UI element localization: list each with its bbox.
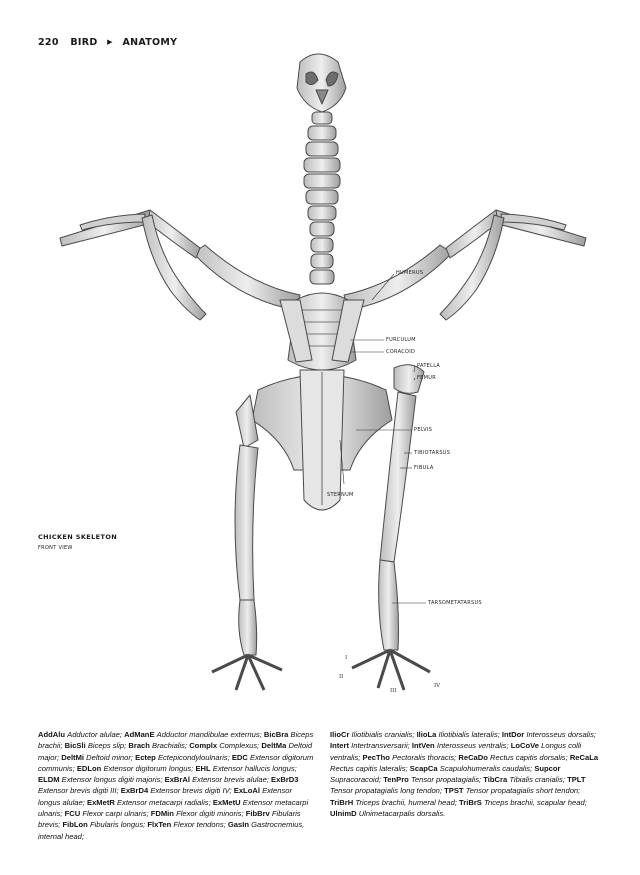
legend-abbreviation: AdManE bbox=[124, 730, 155, 739]
legend-abbreviation: UlnimD bbox=[330, 809, 357, 819]
legend-entry bbox=[38, 730, 124, 739]
figure-view: FRONT VIEW bbox=[38, 545, 73, 551]
legend-muscle-name: Rectus capitis dorsalis; bbox=[490, 752, 568, 762]
legend-entry bbox=[87, 798, 213, 807]
legend-abbreviation: FlxTen bbox=[147, 820, 172, 830]
legend-muscle-name: Ulnimetacarpalis dorsalis. bbox=[358, 809, 446, 819]
legend-column-2 bbox=[330, 729, 604, 819]
legend-abbreviation: DeltMi bbox=[61, 752, 85, 762]
legend-abbreviation: BicBra bbox=[263, 730, 289, 739]
legend-muscle-name: Extensor brevis digiti III; bbox=[38, 786, 119, 796]
legend-muscle-name: Iliotibialis lateralis; bbox=[438, 730, 500, 739]
label-humerus: HUMERUS bbox=[396, 270, 424, 276]
legend-entry bbox=[165, 775, 271, 784]
legend-muscle-name: Extensor longus alulae; bbox=[38, 786, 293, 807]
legend-muscle-name: Extensor brevis digiti IV; bbox=[150, 786, 232, 796]
legend-entry bbox=[410, 764, 535, 773]
legend-abbreviation: Intert bbox=[330, 741, 349, 751]
legend-abbreviation: TibCra bbox=[483, 775, 508, 785]
legend-entry bbox=[458, 753, 569, 762]
legend-entry bbox=[444, 786, 580, 795]
legend-muscle-name: Flexor carpi ulnaris; bbox=[82, 809, 149, 819]
legend-entry bbox=[330, 730, 417, 739]
legend-abbreviation: FibBrv bbox=[245, 809, 270, 819]
legend-abbreviation: FCU bbox=[64, 809, 81, 819]
label-patella: PATELLA bbox=[417, 363, 441, 369]
legend-muscle-name: Interosseus dorsalis; bbox=[526, 730, 596, 739]
legend-abbreviation: Complx bbox=[189, 741, 218, 751]
legend-muscle-name: Flexor digiti minoris; bbox=[176, 809, 244, 819]
legend-entry bbox=[151, 809, 246, 818]
neck-vertebrae bbox=[304, 112, 340, 284]
legend-abbreviation: ExBrAl bbox=[164, 775, 190, 785]
subsection-title: ANATOMY bbox=[122, 37, 178, 48]
legend-muscle-name: Adductor mandibulae externus; bbox=[156, 730, 262, 739]
left-leg bbox=[212, 395, 282, 690]
legend-entry bbox=[63, 820, 148, 829]
page-number: 220 bbox=[38, 37, 59, 48]
legend-entry bbox=[38, 775, 165, 784]
legend-abbreviation: TriBrH bbox=[330, 797, 354, 807]
legend-abbreviation: PecTho bbox=[362, 752, 390, 762]
legend-entry bbox=[61, 753, 135, 762]
legend-abbreviation: FDMin bbox=[150, 809, 174, 819]
legend-abbreviation: IlioLa bbox=[416, 730, 437, 739]
figure-title: CHICKEN SKELETON bbox=[38, 533, 118, 541]
label-pelvis: PELVIS bbox=[414, 427, 433, 433]
right-wing bbox=[344, 210, 586, 320]
legend-entry bbox=[195, 764, 296, 773]
legend-abbreviation: Supcor bbox=[534, 763, 561, 773]
legend-entry bbox=[121, 786, 234, 795]
label-furculum: FURCULUM bbox=[386, 337, 416, 343]
legend-abbreviation: ReCaDo bbox=[458, 752, 488, 762]
legend-entry bbox=[363, 753, 459, 762]
legend-abbreviation: IntVen bbox=[411, 741, 435, 751]
legend-entry bbox=[124, 730, 264, 739]
legend-muscle-name: Biceps brachii; bbox=[38, 730, 314, 751]
legend-entry bbox=[483, 775, 567, 784]
section-title: BIRD bbox=[70, 37, 98, 48]
legend-abbreviation: FibLon bbox=[62, 820, 88, 830]
legend-muscle-name: Tibialis cranialis; bbox=[509, 775, 565, 785]
legend-muscle-name: Tensor propatagialis long tendon; bbox=[330, 786, 443, 796]
digit-label-3: III bbox=[390, 688, 397, 694]
legend-abbreviation: ExLoAl bbox=[233, 786, 260, 796]
legend-abbreviation: AddAlu bbox=[38, 730, 65, 739]
legend-muscle-name: Iliotibialis cranialis; bbox=[351, 730, 415, 739]
legend-muscle-name: Rectus capitis lateralis; bbox=[330, 763, 408, 773]
legend-abbreviation: TriBrS bbox=[459, 797, 482, 807]
legend-abbreviation: TenPro bbox=[383, 775, 409, 785]
label-coracoid: CORACOID bbox=[386, 349, 416, 355]
digit-label-4: IV bbox=[434, 683, 441, 689]
legend-muscle-name: Extensor longus digiti majoris; bbox=[61, 775, 163, 785]
legend-abbreviation: Ectep bbox=[135, 752, 156, 762]
legend-muscle-name: Longus colli ventralis; bbox=[330, 741, 582, 762]
legend-muscle-name: Fibularis brevis; bbox=[38, 809, 301, 830]
legend-entry bbox=[412, 741, 511, 750]
label-fibula: FIBULA bbox=[414, 465, 434, 471]
legend-abbreviation: ExMetU bbox=[212, 797, 241, 807]
legend-entry bbox=[417, 730, 502, 739]
legend-column-1 bbox=[38, 729, 314, 842]
legend-muscle-name: Triceps brachii, humeral head; bbox=[355, 797, 457, 807]
legend-muscle-name: Tensor propatagialis; bbox=[410, 775, 482, 785]
legend-abbreviation: ReCaLa bbox=[569, 752, 599, 762]
legend-entry bbox=[459, 798, 587, 807]
legend-abbreviation: DeltMa bbox=[261, 741, 287, 751]
legend-abbreviation: Brach bbox=[128, 741, 150, 751]
legend-abbreviation: ExBrD4 bbox=[120, 786, 149, 796]
legend-muscle-name: Extensor hallucis longus; bbox=[212, 763, 297, 773]
legend-muscle-name: Scapulohumeralis caudalis; bbox=[439, 763, 533, 773]
legend-abbreviation: ScapCa bbox=[409, 763, 438, 773]
legend-abbreviation: TPST bbox=[444, 786, 464, 796]
legend-muscle-name: Pectoralis thoracis; bbox=[392, 752, 457, 762]
legend-muscle-name: Interosseus ventralis; bbox=[436, 741, 509, 751]
legend-muscle-name: Tensor propatagialis short tendon; bbox=[465, 786, 581, 796]
legend-muscle-name: Supracoracoid; bbox=[330, 775, 382, 785]
digit-label-2: II bbox=[339, 674, 344, 680]
legend-abbreviation: BicSli bbox=[64, 741, 86, 751]
legend-muscle-name: Extensor digitorum communis; bbox=[38, 752, 314, 773]
legend-muscle-name: Deltoid major; bbox=[38, 741, 313, 762]
legend-entry bbox=[65, 809, 151, 818]
label-tibiotarsus: TIBIOTARSUS bbox=[414, 450, 451, 456]
legend-entry bbox=[65, 741, 129, 750]
legend-muscle-name: Intertransversarii; bbox=[351, 741, 410, 751]
legend-muscle-name: Extensor digitorum longus; bbox=[103, 763, 194, 773]
legend-abbreviation: IntDor bbox=[501, 730, 525, 739]
legend-entry bbox=[502, 730, 596, 739]
legend-abbreviation: LoCoVe bbox=[510, 741, 539, 751]
legend-muscle-name: Ectepicondyloulnaris; bbox=[157, 752, 230, 762]
legend-entry bbox=[77, 764, 196, 773]
legend-abbreviation: ELDM bbox=[38, 775, 60, 785]
left-wing bbox=[60, 210, 300, 320]
legend-entry bbox=[135, 753, 232, 762]
legend-abbreviation: ExMetR bbox=[87, 797, 115, 807]
legend-abbreviation: EDLon bbox=[76, 763, 102, 773]
legend-abbreviation: IlioCr bbox=[330, 730, 350, 739]
legend-muscle-name: Fibularis longus; bbox=[89, 820, 146, 830]
legend-entry bbox=[330, 809, 445, 818]
legend-muscle-name: Triceps brachii, scapular head; bbox=[483, 797, 587, 807]
legend-abbreviation: EHL bbox=[195, 763, 211, 773]
legend-entry bbox=[383, 775, 483, 784]
legend-muscle-name: Brachialis; bbox=[152, 741, 188, 751]
legend-entry bbox=[330, 798, 459, 807]
digit-label-1: I bbox=[345, 655, 348, 661]
legend-abbreviation: EDC bbox=[231, 752, 248, 762]
legend-entry bbox=[128, 741, 189, 750]
legend-muscle-name: Extensor brevis alulae; bbox=[192, 775, 269, 785]
legend-abbreviation: ExBrD3 bbox=[271, 775, 299, 785]
skull bbox=[297, 54, 346, 112]
ribcage bbox=[280, 293, 364, 370]
legend-abbreviation: GasIn bbox=[227, 820, 249, 830]
breadcrumb-arrow-icon: ▶ bbox=[107, 38, 113, 46]
legend-muscle-name: Complexus; bbox=[219, 741, 260, 751]
legend-muscle-name: Extensor metacarpi ulnaris; bbox=[38, 797, 309, 819]
legend-muscle-name: Gastrocnemius, internal head; bbox=[38, 820, 305, 841]
legend-muscle-name: Flexor tendons; bbox=[173, 820, 226, 830]
legend-muscle-name: Extensor metacarpi radialis; bbox=[116, 797, 211, 807]
label-femur: FEMUR bbox=[417, 375, 436, 381]
legend-entry bbox=[147, 820, 228, 829]
legend-muscle-name: Biceps slip; bbox=[87, 741, 127, 751]
legend-muscle-name: Deltoid minor; bbox=[86, 752, 133, 762]
legend-entry bbox=[330, 741, 412, 750]
legend-abbreviation: TPLT bbox=[567, 775, 586, 785]
legend-muscle-name: Adductor alulae; bbox=[67, 730, 123, 739]
label-sternum: STERNUM bbox=[327, 492, 354, 498]
legend-entry bbox=[189, 741, 261, 750]
label-tarsometatarsus: TARSOMETATARSUS bbox=[428, 600, 482, 606]
